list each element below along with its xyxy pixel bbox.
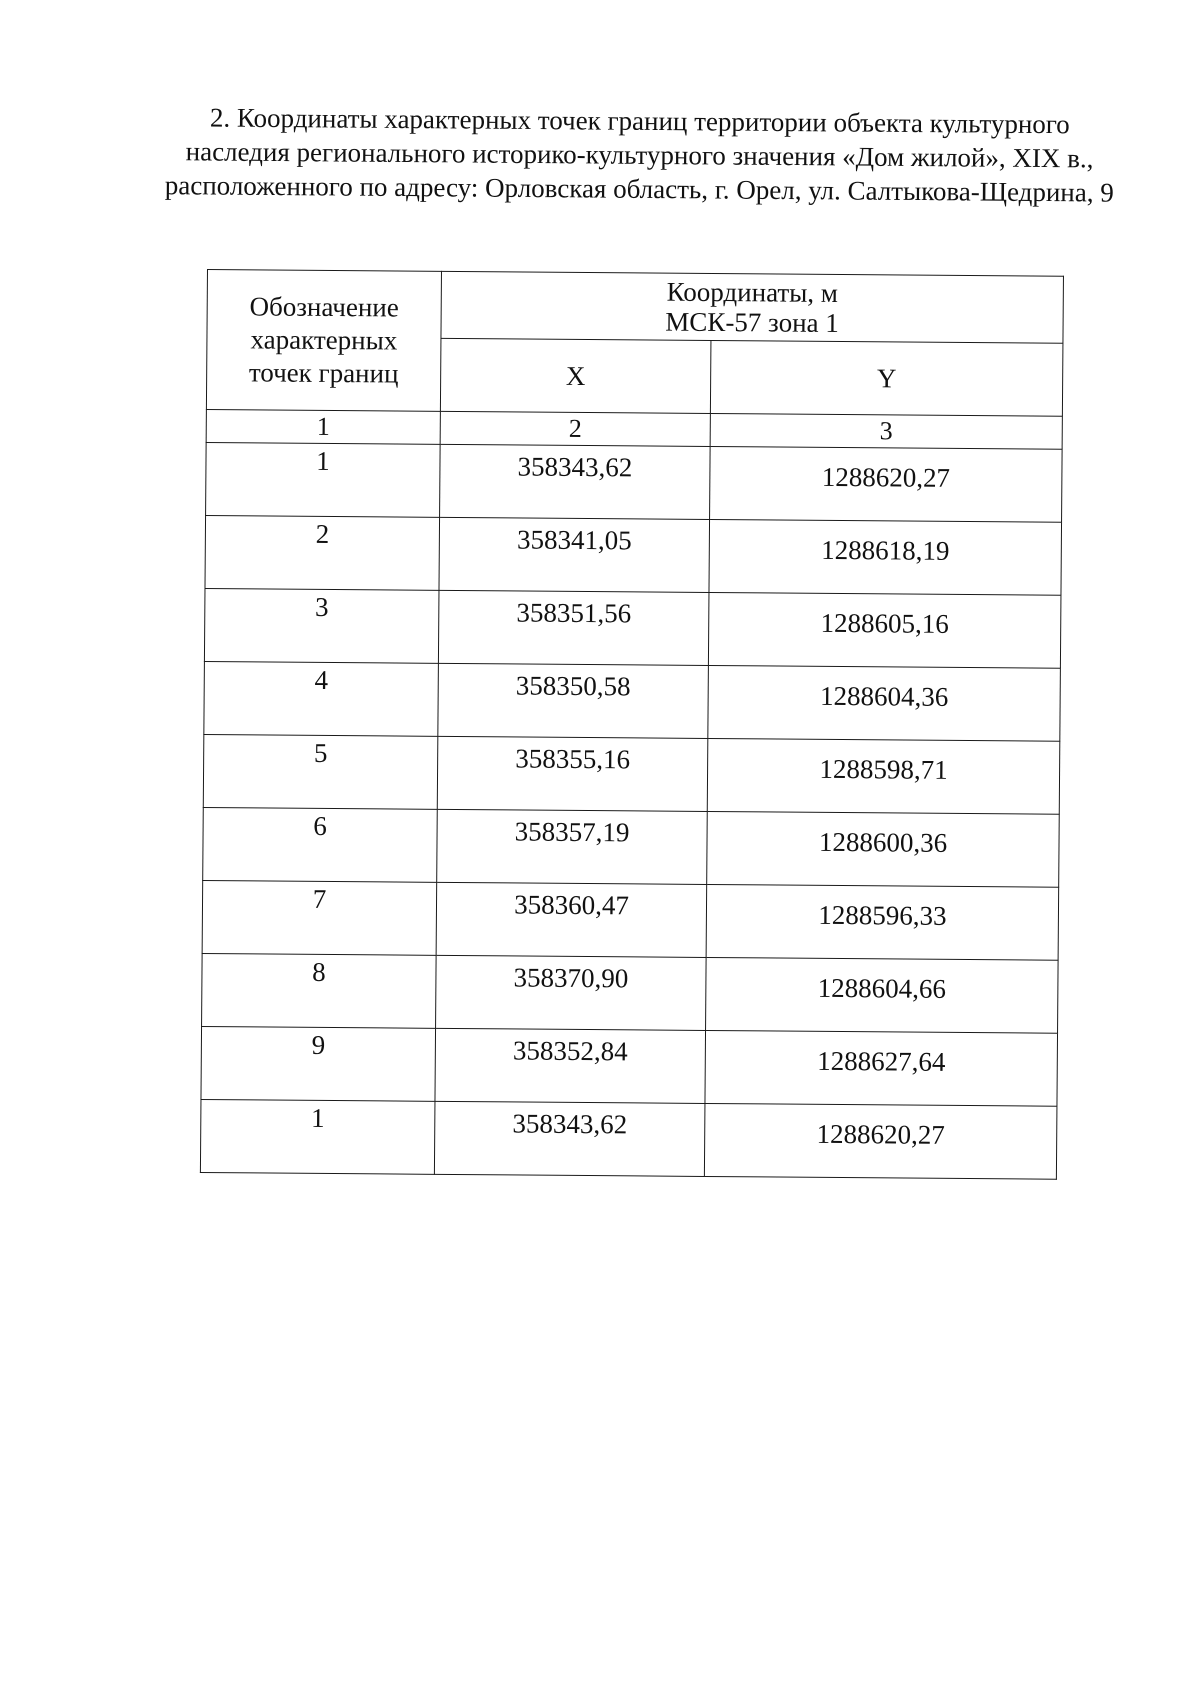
x-cell: 358352,84 xyxy=(435,1028,706,1103)
point-cell: 8 xyxy=(202,953,437,1028)
y-cell: 1288620,27 xyxy=(704,1103,1057,1179)
point-cell: 1 xyxy=(200,1099,435,1174)
point-cell: 4 xyxy=(204,661,439,736)
x-cell: 358343,62 xyxy=(434,1101,705,1176)
point-cell: 5 xyxy=(203,734,438,809)
x-cell: 358360,47 xyxy=(436,882,707,957)
document-title xyxy=(149,100,1130,210)
header-point-line-1: Обозначение xyxy=(249,291,399,323)
point-cell: 2 xyxy=(205,515,440,590)
table-row xyxy=(201,1026,1058,1106)
table-row xyxy=(204,661,1061,741)
table-row xyxy=(202,953,1059,1033)
header-coords-line-1: Координаты, м xyxy=(666,276,839,308)
x-cell: 358370,90 xyxy=(436,955,707,1030)
header-point-line-3: точек границ xyxy=(248,357,399,389)
table-row xyxy=(205,515,1062,595)
title-line-1: 2. Координаты характерных точек границ территории объекта культурного xyxy=(209,102,1070,140)
column-number-1: 1 xyxy=(206,409,440,444)
point-cell: 1 xyxy=(206,442,441,517)
x-cell: 358355,16 xyxy=(437,736,708,811)
title-line-3: расположенного по адресу: Орловская область, г. Орел, ул. Салтыкова-Щедрина, 9 xyxy=(164,170,1114,208)
header-row-1 xyxy=(207,270,1063,344)
coordinates-table xyxy=(200,269,1064,1180)
x-cell: 358357,19 xyxy=(437,809,708,884)
y-cell: 1288627,64 xyxy=(705,1030,1058,1106)
y-cell: 1288604,66 xyxy=(706,957,1059,1033)
y-cell: 1288604,36 xyxy=(708,665,1061,741)
column-number-2: 2 xyxy=(440,411,710,446)
table-row xyxy=(206,442,1063,522)
column-number-3: 3 xyxy=(710,413,1062,449)
y-cell: 1288596,33 xyxy=(706,884,1059,960)
point-cell: 7 xyxy=(202,880,437,955)
x-cell: 358350,58 xyxy=(438,663,709,738)
y-cell: 1288598,71 xyxy=(707,738,1060,814)
point-cell: 3 xyxy=(204,588,439,663)
x-cell: 358341,05 xyxy=(439,517,710,592)
table-row xyxy=(202,880,1059,960)
y-cell: 1288620,27 xyxy=(710,446,1063,522)
coordinates-table-wrapper xyxy=(200,269,1063,1180)
point-cell: 6 xyxy=(203,807,438,882)
table-row xyxy=(204,588,1061,668)
header-x: X xyxy=(440,338,711,413)
title-line-2: наследия регионального историко-культурного значения «Дом жилой», XIX в., xyxy=(185,136,1094,174)
header-point-line-2: характерных xyxy=(250,324,398,356)
y-cell: 1288605,16 xyxy=(708,592,1061,668)
header-point-designation xyxy=(206,270,441,412)
y-cell: 1288600,36 xyxy=(707,811,1060,887)
x-cell: 358351,56 xyxy=(438,590,709,665)
table-row xyxy=(203,734,1060,814)
header-y: Y xyxy=(710,340,1063,416)
header-coords-line-2: МСК-57 зона 1 xyxy=(665,306,839,338)
x-cell: 358343,62 xyxy=(440,444,711,519)
point-cell: 9 xyxy=(201,1026,436,1101)
table-row xyxy=(203,807,1060,887)
y-cell: 1288618,19 xyxy=(709,519,1062,595)
header-coordinates xyxy=(441,271,1064,343)
table-row xyxy=(200,1099,1057,1179)
